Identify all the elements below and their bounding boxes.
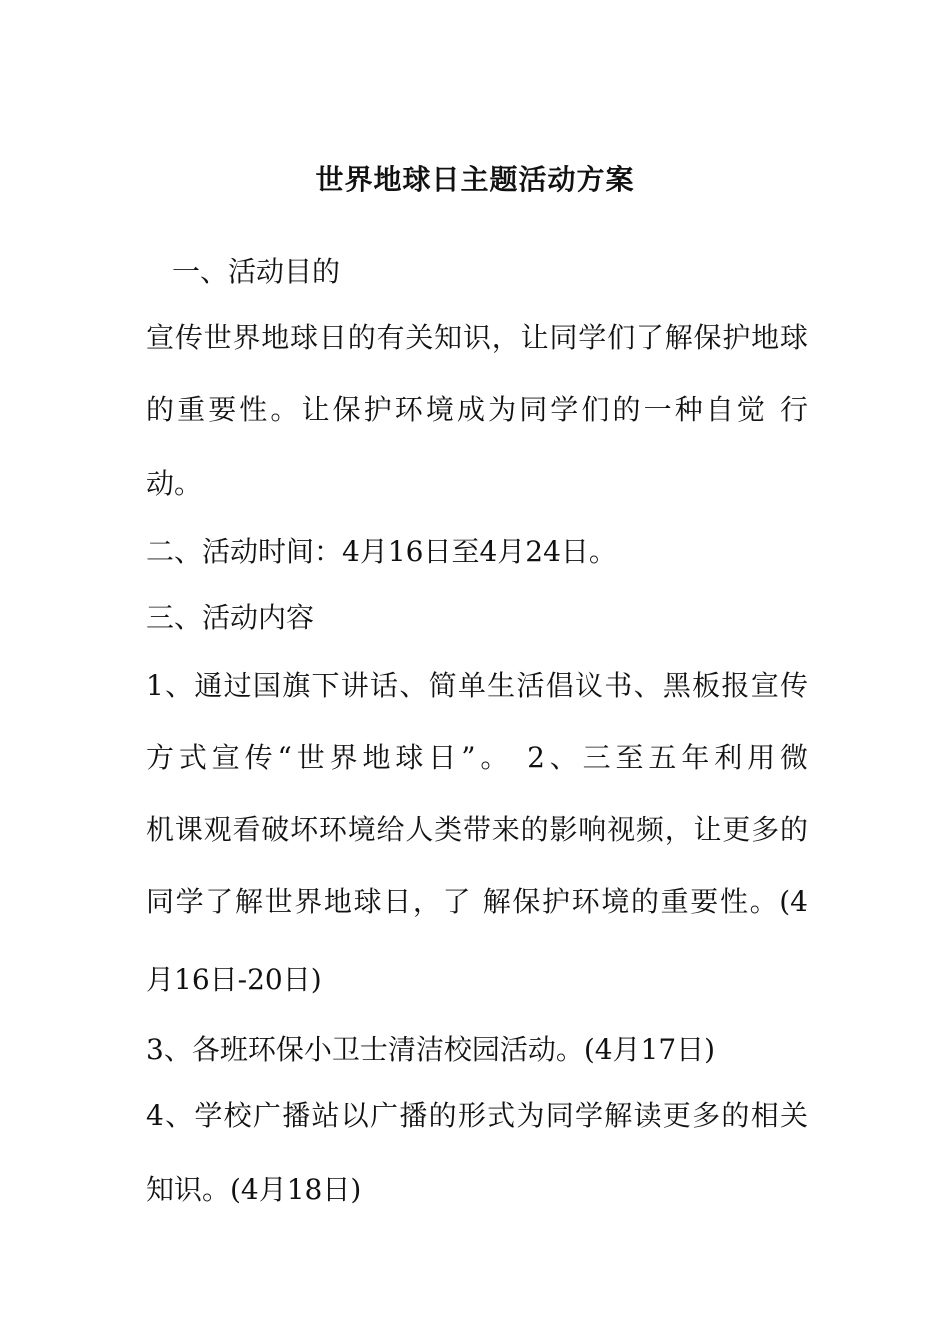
section-heading-purpose: 一、活动目的 bbox=[172, 255, 341, 288]
list-item-line: 4、学校广播站以广播的形式为同学解读更多的相关 bbox=[146, 1099, 808, 1132]
paragraph-line: 的重要性。让保护环境成为同学们的一种自觉 行 bbox=[146, 393, 808, 426]
list-item-line: 机课观看破坏环境给人类带来的影响视频，让更多的 bbox=[146, 813, 808, 846]
section-heading-time: 二、活动时间：4月16日至4月24日。 bbox=[146, 535, 617, 568]
list-item-line: 方式宣传“世界地球日”。 2、三至五年利用微 bbox=[146, 741, 808, 774]
list-item-line: 1、通过国旗下讲话、简单生活倡议书、黑板报宣传 bbox=[146, 669, 808, 702]
section-heading-content: 三、活动内容 bbox=[146, 601, 315, 634]
list-item-line: 月16日-20日) bbox=[146, 963, 322, 996]
document-title: 世界地球日主题活动方案 bbox=[315, 163, 635, 196]
paragraph-line: 动。 bbox=[146, 467, 203, 500]
paragraph-line: 宣传世界地球日的有关知识，让同学们了解保护地球 bbox=[146, 321, 808, 354]
list-item-line: 知识。(4月18日) bbox=[146, 1173, 362, 1206]
list-item-line: 3、各班环保小卫士清洁校园活动。(4月17日) bbox=[146, 1033, 716, 1066]
list-item-line: 同学了解世界地球日，了 解保护环境的重要性。(4 bbox=[146, 885, 808, 918]
